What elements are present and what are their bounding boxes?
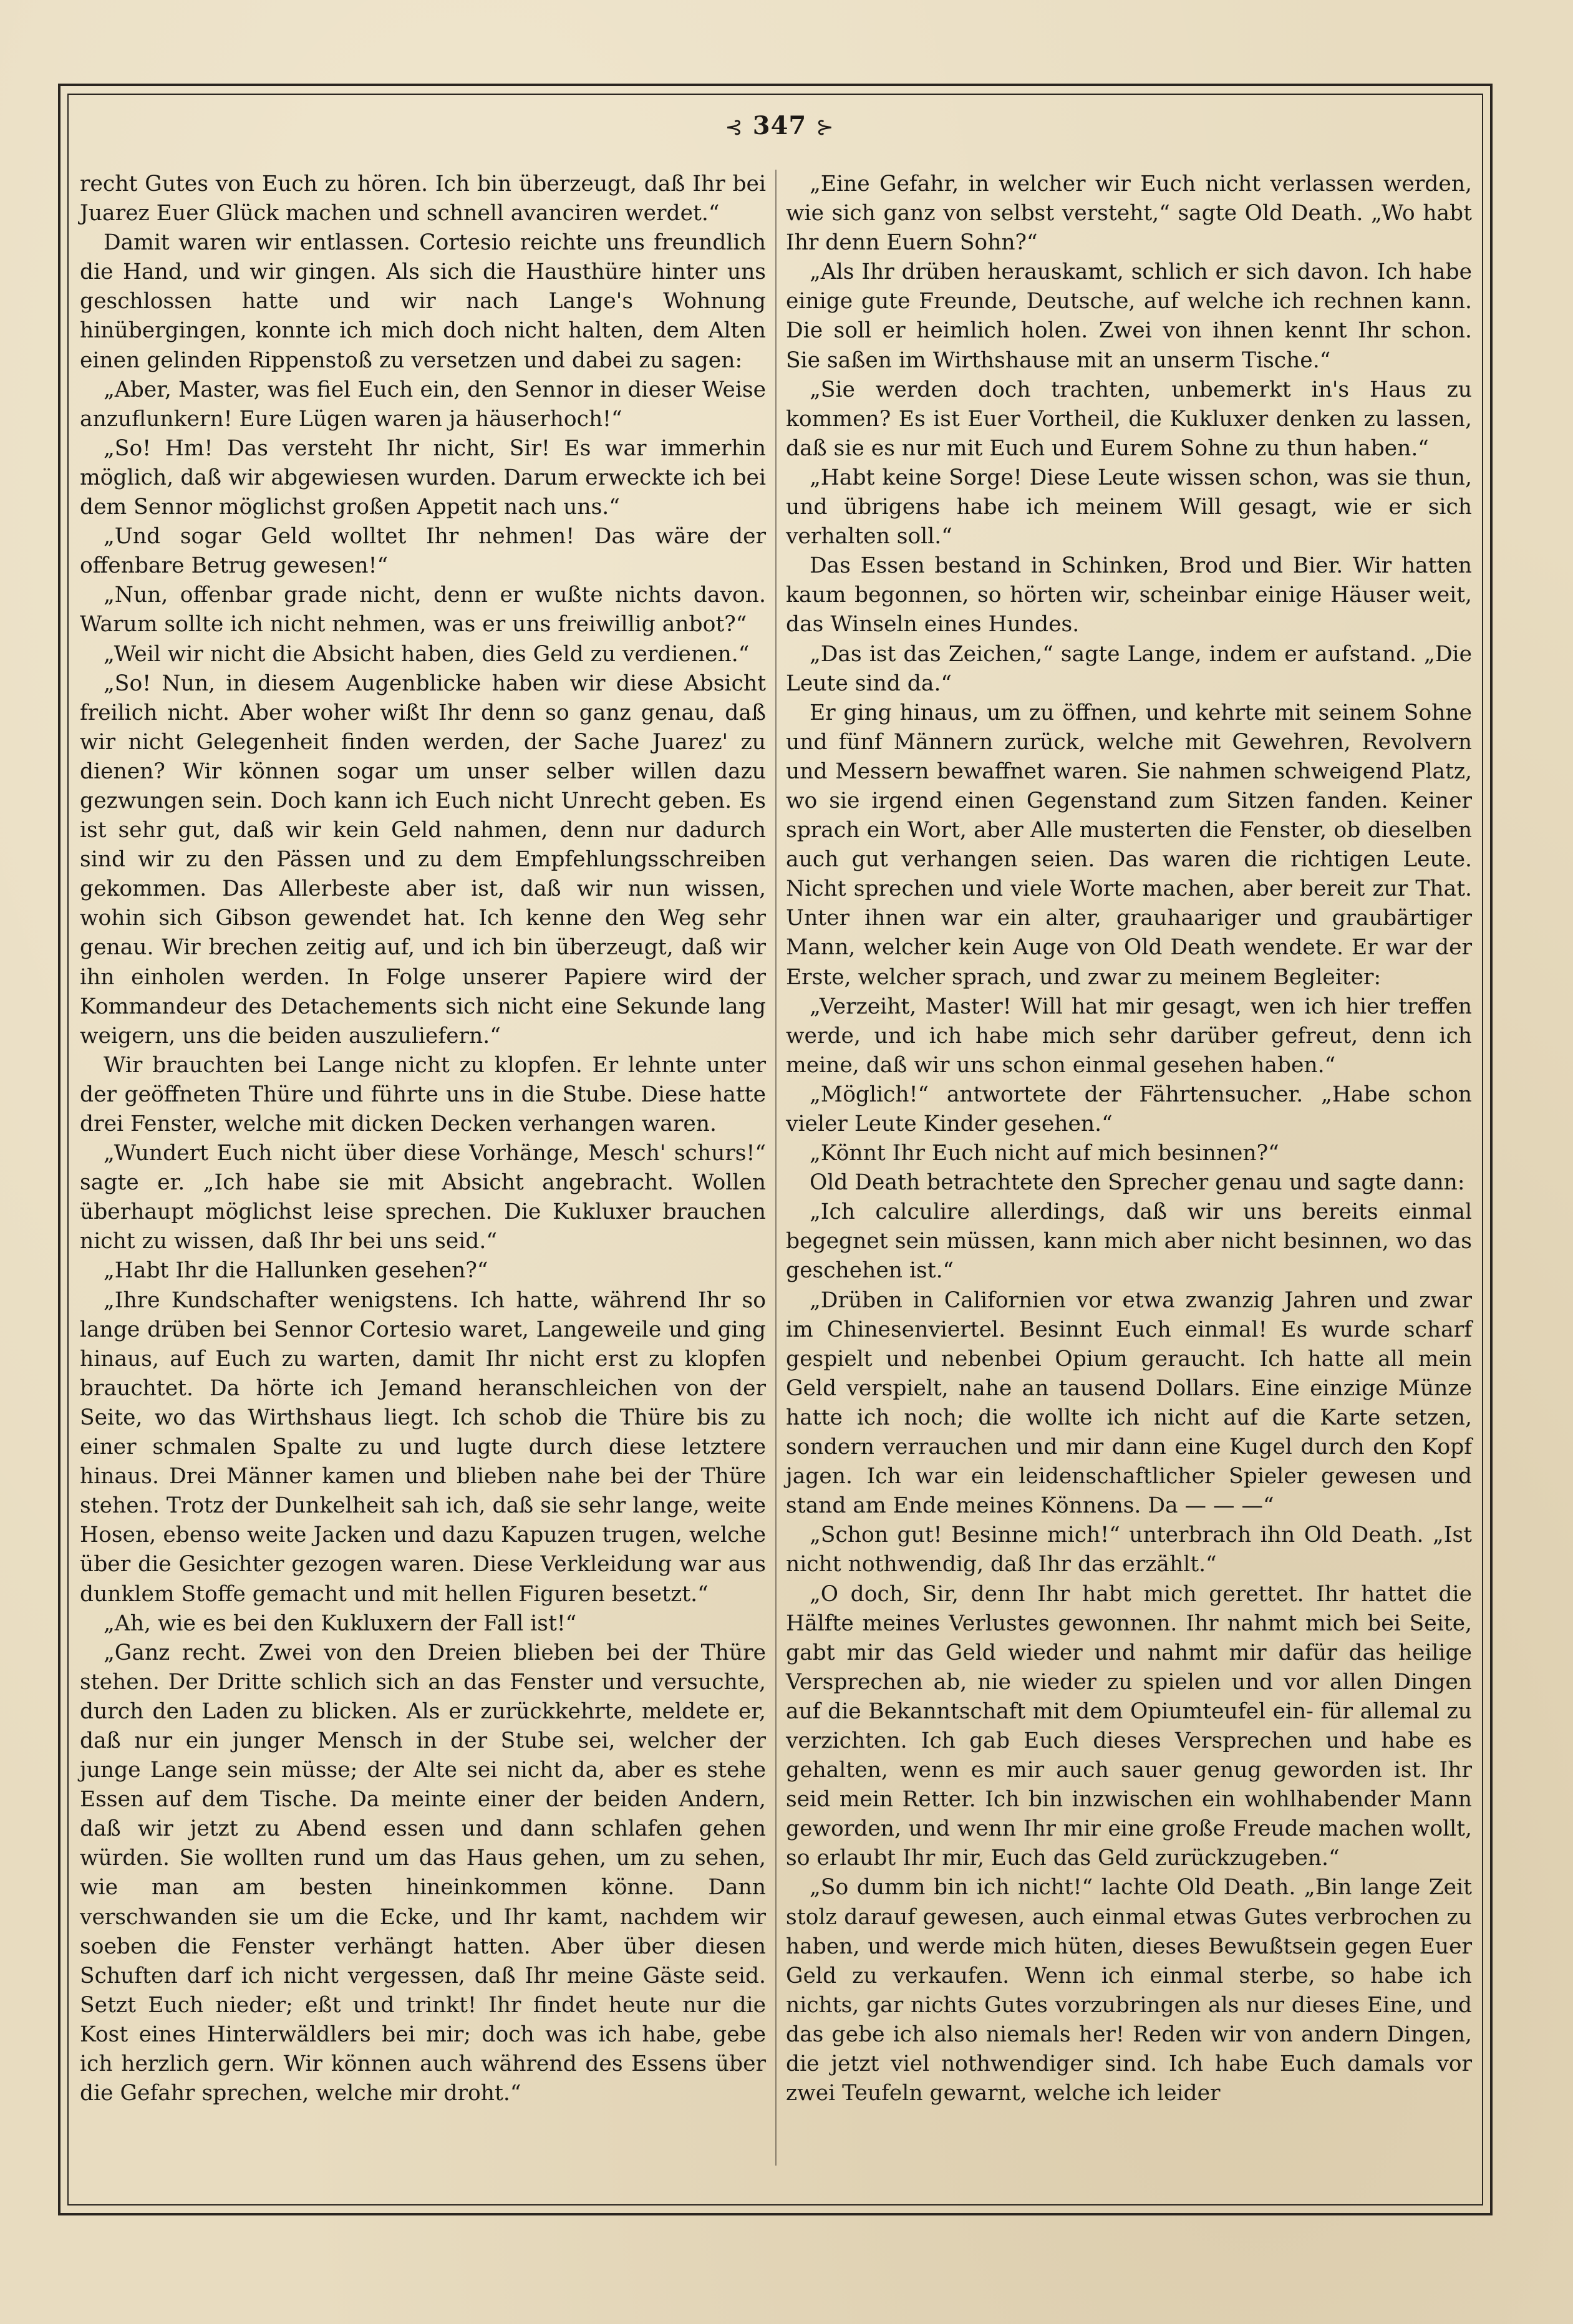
paragraph: „Schon gut! Besinne mich!“ unterbrach ihn Old Death. „Ist nicht nothwendig, daß Ihr das erzählt.“ xyxy=(786,1523,1472,1577)
ornament-left-icon: ⊰ xyxy=(725,115,743,140)
paragraph: „Weil wir nicht die Absicht haben, dies Geld zu verdienen.“ xyxy=(103,641,750,667)
paragraph: „Sie werden doch trachten, unbemerkt in's Haus zu kommen? Es ist Euer Vortheil, die Kukluxer denken zu lassen, daß sie es nur mit Euch und Eurem Sohne zu thun haben.“ xyxy=(786,377,1472,461)
paragraph: „Könnt Ihr Euch nicht auf mich besinnen?“ xyxy=(809,1141,1279,1166)
paragraph: Damit waren wir entlassen. Cortesio reichte uns freundlich die Hand, und wir gingen. Als sich die Hausthüre hinter uns geschlossen hatte und wir nach Lange's Wohnung hinübergingen, konnte ich mich doch nicht halten, dem Alten einen gelinden Rippenstoß zu versetzen und dabei zu sagen: xyxy=(80,230,766,373)
paragraph: „Möglich!“ antwortete der Fährtensucher. „Habe schon vieler Leute Kinder gesehen.“ xyxy=(786,1082,1472,1136)
paragraph: „Eine Gefahr, in welcher wir Euch nicht verlassen werden, wie sich ganz von selbst versteht,“ sagte Old Death. „Wo habt Ihr denn Euern Sohn?“ xyxy=(786,172,1472,256)
paragraph: „Als Ihr drüben herauskamt, schlich er sich davon. Ich habe einige gute Freunde, Deutsche, auf welche ich rechnen kann. Die soll er heimlich holen. Zwei von ihnen kennt Ihr schon. Sie saßen im Wirthshause mit an unserm Tische.“ xyxy=(786,259,1472,373)
left-column xyxy=(80,170,766,2166)
paragraph: „O doch, Sir, denn Ihr habt mich gerettet. Ihr hattet die Hälfte meines Verlustes gewonnen. Ihr nahmt mich bei Seite, gabt mir das Geld wieder und nahmt mir dafür das heilige Versprechen ab, nie wieder zu spielen und vor allen Dingen auf die Bekanntschaft mit dem Opiumteufel ein- für allemal zu verzichten. Ich gab Euch dieses Versprechen und habe es gehalten, wenn es mir auch sauer genug geworden ist. Ihr seid mein Retter. Ich bin inzwischen ein wohlhabender Mann geworden, und wenn Ihr mir eine große Freude machen wollt, so erlaubt Ihr mir, Euch das Geld zurückzugeben.“ xyxy=(786,1581,1472,1871)
paragraph: Das Essen bestand in Schinken, Brod und Bier. Wir hatten kaum begonnen, so hörten wir, scheinbar einige Häuser weit, das Winseln eines Hundes. xyxy=(786,553,1472,637)
right-column xyxy=(786,170,1472,2166)
paragraph: „Ich calculire allerdings, daß wir uns bereits einmal begegnet sein müssen, kann mich aber nicht besinnen, wo das geschehen ist.“ xyxy=(786,1199,1472,1284)
paragraph: „Drüben in Californien vor etwa zwanzig Jahren und zwar im Chinesenviertel. Besinnt Euch einmal! Es wurde scharf gespielt und nebenbei Opium geraucht. Ich hatte all mein Geld verspielt, nahe an tausend Dollars. Eine einzige Münze hatte ich noch; die wollte ich nicht auf die Karte setzen, sondern verrauchen und mir dann eine Kugel durch den Kopf jagen. Ich war ein leidenschaftlicher Spieler gewesen und stand am Ende meines Könnens. Da — — —“ xyxy=(786,1287,1472,1519)
paragraph: „Wundert Euch nicht über diese Vorhänge, Mesch' schurs!“ sagte er. „Ich habe sie mit Absicht angebracht. Wollen überhaupt möglichst leise sprechen. Die Kukluxer brauchen nicht zu wissen, daß Ihr bei uns seid.“ xyxy=(80,1141,766,1254)
column-divider xyxy=(775,170,777,2166)
paragraph: recht Gutes von Euch zu hören. Ich bin überzeugt, daß Ihr bei Juarez Euer Glück machen und schnell avanciren werdet.“ xyxy=(80,172,766,226)
page-number: 347 xyxy=(752,111,807,140)
paragraph: „Verzeiht, Master! Will hat mir gesagt, wen ich hier treffen werde, und ich habe mich sehr darüber gefreut, denn ich meine, daß wir uns schon einmal gesehen haben.“ xyxy=(786,994,1472,1078)
paragraph: „Habt keine Sorge! Diese Leute wissen schon, was sie thun, und übrigens habe ich meinem Will gesagt, wie er sich verhalten soll.“ xyxy=(786,465,1472,550)
paragraph: „Ihre Kundschafter wenigstens. Ich hatte, während Ihr so lange drüben bei Sennor Cortesio waret, Langeweile und ging hinaus, auf Euch zu warten, damit Ihr nicht erst zu klopfen brauchtet. Da hörte ich Jemand heranschleichen von der Seite, wo das Wirthshaus liegt. Ich schob die Thüre bis zu einer schmalen Spalte zu und lugte durch diese letztere hinaus. Drei Männer kamen und blieben nahe bei der Thüre stehen. Trotz der Dunkelheit sah ich, daß sie sehr lange, weite Hosen, ebenso weite Jacken und dazu Kapuzen trugen, welche über die Gesichter gezogen waren. Diese Verkleidung war aus dunklem Stoffe gemacht und mit hellen Figuren besetzt.“ xyxy=(80,1287,766,1607)
paragraph: Old Death betrachtete den Sprecher genau und sagte dann: xyxy=(809,1170,1465,1196)
ornament-right-icon: ⊱ xyxy=(816,115,835,140)
paragraph: „Und sogar Geld wolltet Ihr nehmen! Das wäre der offenbare Betrug gewesen!“ xyxy=(80,524,766,579)
paragraph: „Ah, wie es bei den Kukluxern der Fall ist!“ xyxy=(103,1610,577,1636)
paragraph: „So dumm bin ich nicht!“ lachte Old Death. „Bin lange Zeit stolz darauf gewesen, auch einmal etwas Gutes verbrochen zu haben, und werde mich hüten, dieses Bewußtsein gegen Euer Geld zu verkaufen. Wenn ich einmal sterbe, so habe ich nichts, gar nichts Gutes vorzubringen als nur dieses Eine, und das gebe ich also niemals her! Reden wir von andern Dingen, die jetzt viel nothwendiger sind. Ich habe Euch damals vor zwei Teufeln gewarnt, welche ich leider xyxy=(786,1875,1472,2106)
page-header xyxy=(717,111,842,140)
paragraph: „So! Hm! Das versteht Ihr nicht, Sir! Es war immerhin möglich, daß wir abgewiesen wurden. Darum erweckte ich bei dem Sennor möglichst großen Appetit nach uns.“ xyxy=(80,435,766,520)
paragraph: „Aber, Master, was fiel Euch ein, den Sennor in dieser Weise anzuflunkern! Eure Lügen waren ja häuserhoch!“ xyxy=(80,377,766,432)
paragraph: „Ganz recht. Zwei von den Dreien blieben bei der Thüre stehen. Der Dritte schlich sich an das Fenster und versuchte, durch den Laden zu blicken. Als er zurückkehrte, meldete er, daß nur ein junger Mensch in der Stube sei, welcher der junge Lange sein müsse; der Alte sei nicht da, aber es stehe Essen auf dem Tische. Da meinte einer der beiden Andern, daß wir jetzt zu Abend essen und dann schlafen gehen würden. Sie wollten rund um das Haus gehen, um zu sehen, wie man am besten hineinkommen könne. Dann verschwanden sie um die Ecke, und Ihr kamt, nachdem wir soeben die Fenster verhängt hatten. Aber über diesen Schuften darf ich nicht vergessen, daß Ihr meine Gäste seid. Setzt Euch nieder; eßt und trinkt! Ihr findet heute nur die Kost eines Hinterwäldlers bei mir; doch was ich habe, gebe ich herzlich gern. Wir können auch während des Essens über die Gefahr sprechen, welche mir droht.“ xyxy=(80,1640,766,2106)
paragraph: „Nun, offenbar grade nicht, denn er wußte nichts davon. Warum sollte ich nicht nehmen, was er uns freiwillig anbot?“ xyxy=(80,583,766,637)
paragraph: „Habt Ihr die Hallunken gesehen?“ xyxy=(103,1258,488,1284)
paragraph: „So! Nun, in diesem Augenblicke haben wir diese Absicht freilich nicht. Aber woher wißt Ihr denn so ganz genau, daß wir nicht Gelegenheit finden werden, der Sache Juarez' zu dienen? Wir können sogar um unser selber willen dazu gezwungen sein. Doch kann ich Euch nicht Unrecht geben. Es ist sehr gut, daß wir kein Geld nahmen, denn nur dadurch sind wir zu den Pässen und zu dem Empfehlungsschreiben gekommen. Das Allerbeste aber ist, daß wir nun wissen, wohin sich Gibson gewendet hat. Ich kenne den Weg sehr genau. Wir brechen zeitig auf, und ich bin überzeugt, daß wir ihn einholen werden. In Folge unserer Papiere wird der Kommandeur des Detachements sich nicht eine Sekunde lang weigern, uns die beiden auszuliefern.“ xyxy=(80,671,766,1048)
paragraph: Er ging hinaus, um zu öffnen, und kehrte mit seinem Sohne und fünf Männern zurück, welche mit Gewehren, Revolvern und Messern bewaffnet waren. Sie nahmen schweigend Platz, wo sie irgend einen Gegenstand zum Sitzen fanden. Keiner sprach ein Wort, aber Alle musterten die Fenster, ob dieselben auch gut verhangen seien. Das waren die richtigen Leute. Nicht sprechen und viele Worte machen, aber bereit zur That. Unter ihnen war ein alter, grauhaariger und graubärtiger Mann, welcher kein Auge von Old Death wendete. Er war der Erste, welcher sprach, und zwar zu meinem Begleiter: xyxy=(786,700,1472,990)
paragraph: Wir brauchten bei Lange nicht zu klopfen. Er lehnte unter der geöffneten Thüre und führte uns in die Stube. Diese hatte drei Fenster, welche mit dicken Decken verhangen waren. xyxy=(80,1052,766,1136)
paragraph: „Das ist das Zeichen,“ sagte Lange, indem er aufstand. „Die Leute sind da.“ xyxy=(786,641,1472,696)
